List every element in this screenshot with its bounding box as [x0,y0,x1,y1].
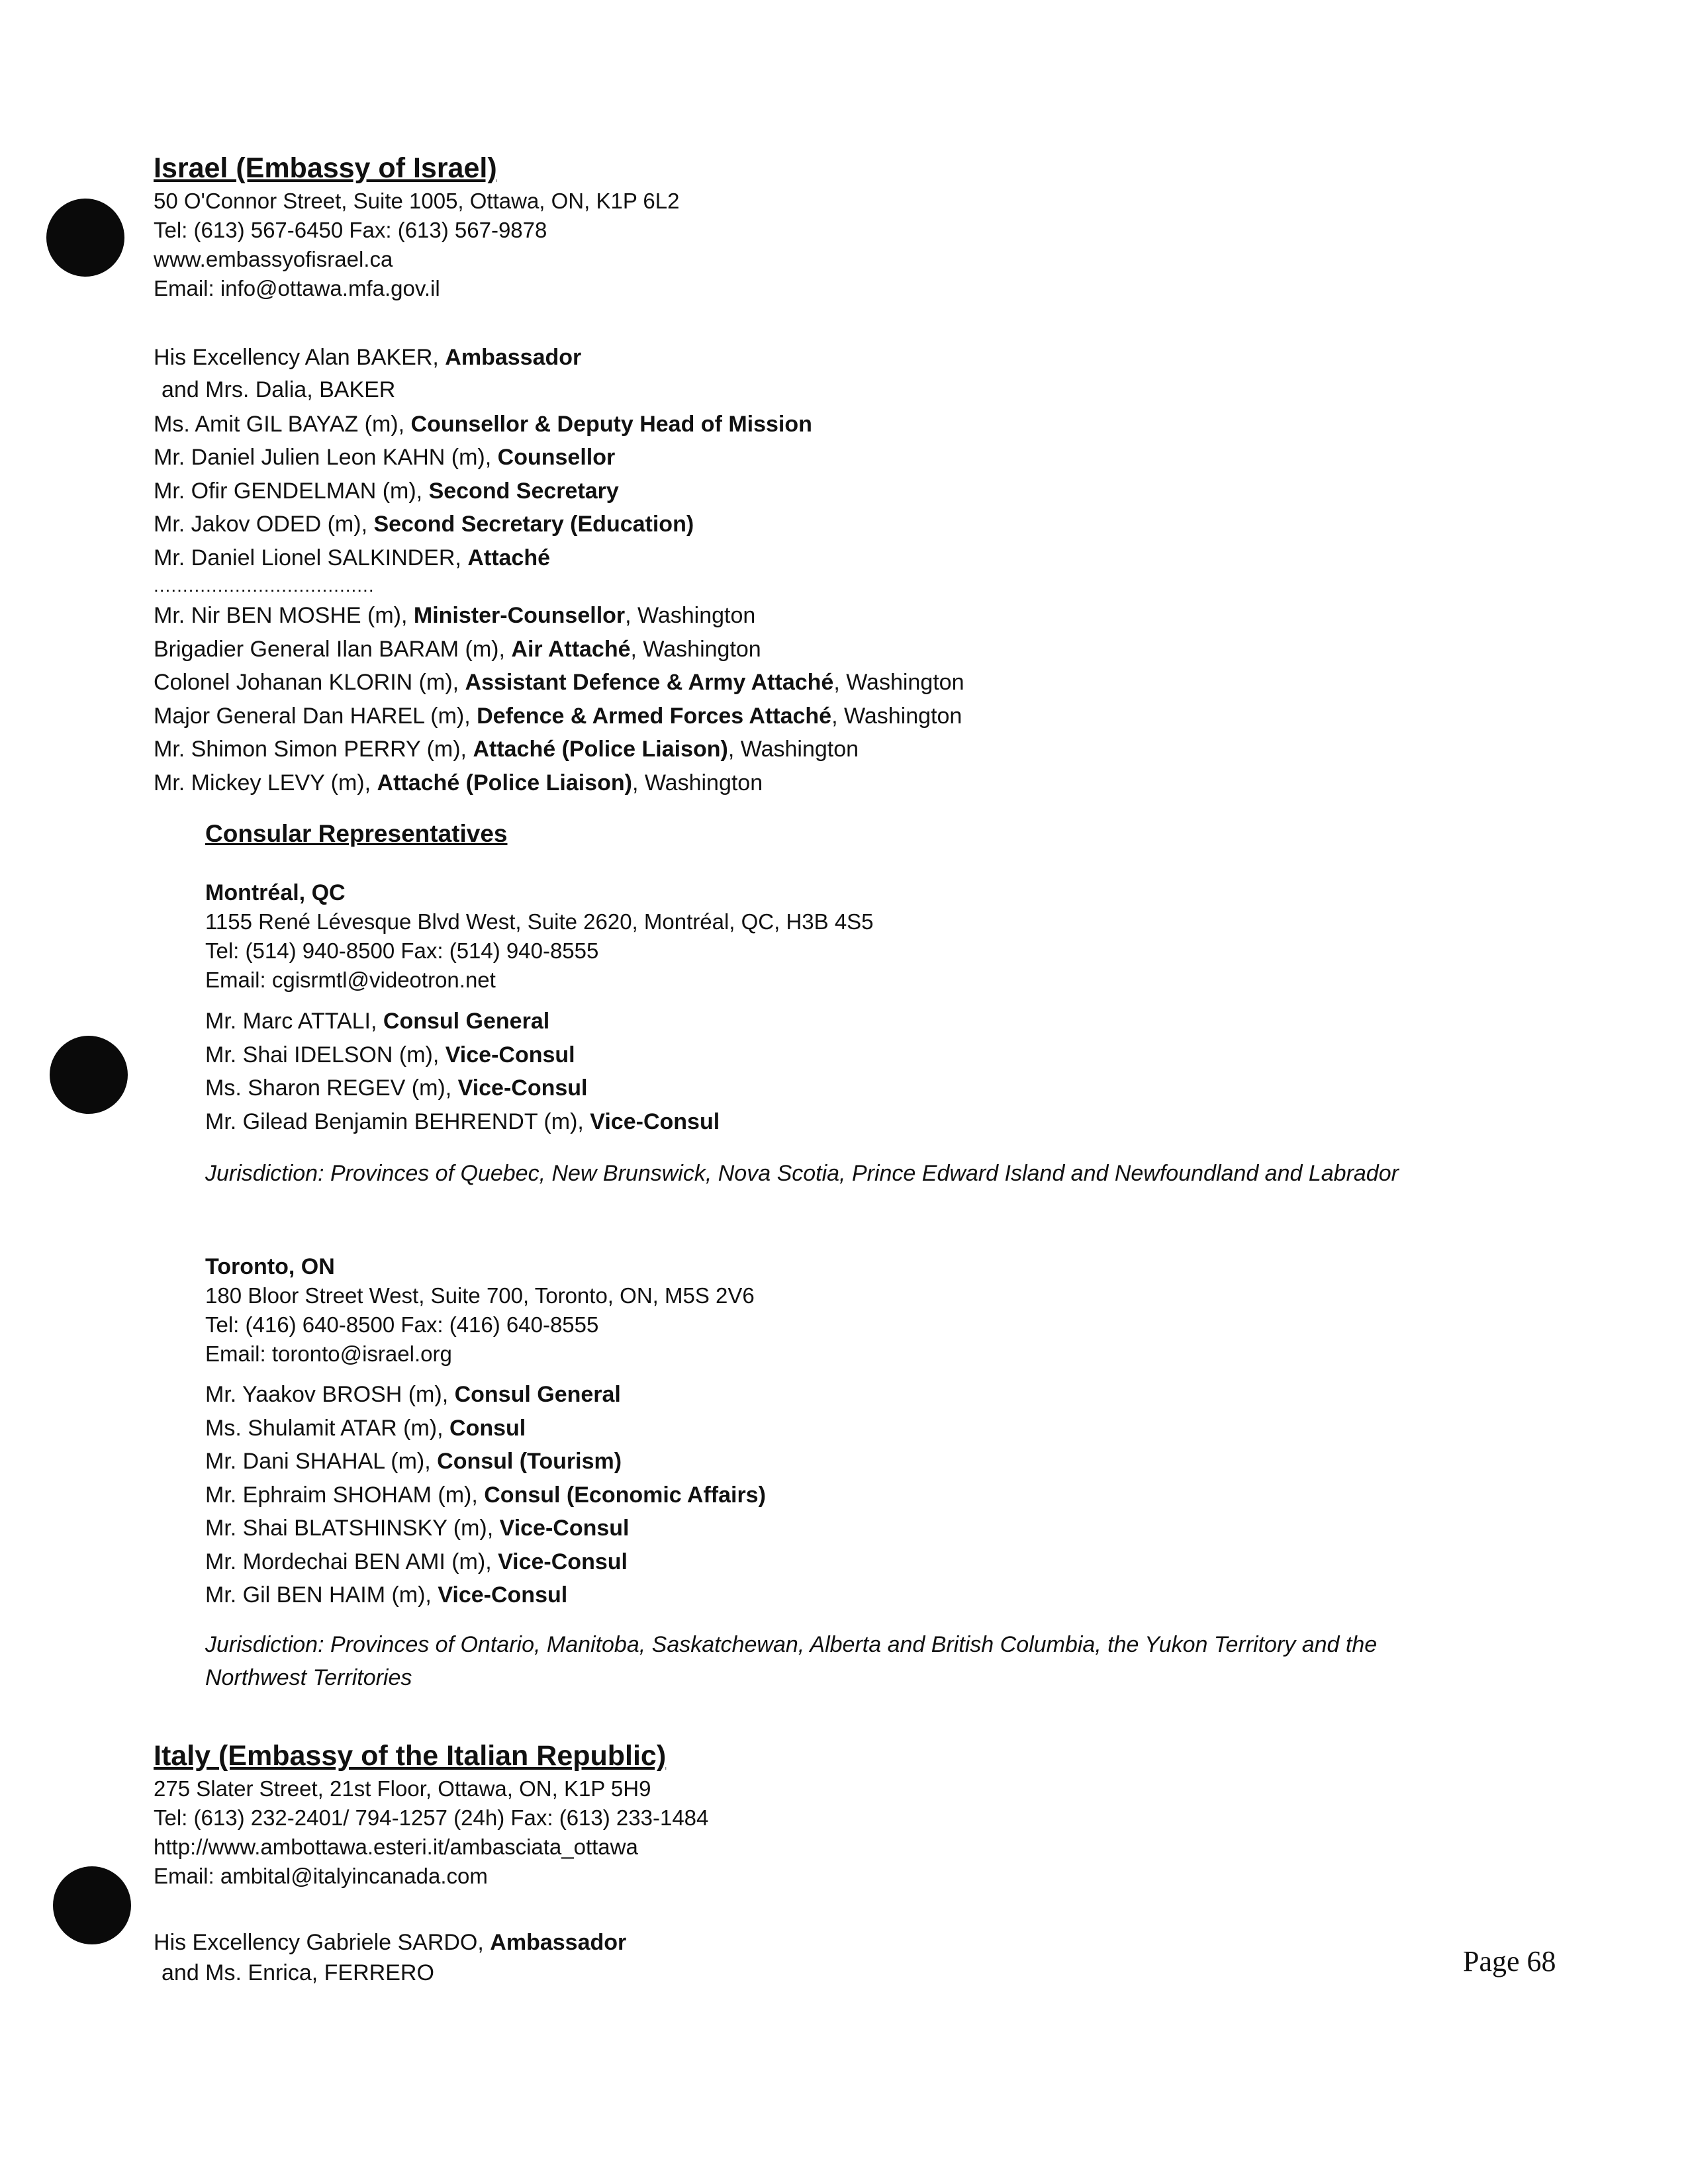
person-title: Second Secretary (Education) [373,512,694,537]
montreal-consulate-contact [205,878,1595,995]
italy-website[interactable]: http://www.ambottawa.esteri.it/ambasciata_ottawa [154,1835,638,1859]
toronto-consulate-contact [205,1252,1595,1369]
montreal-staff-list [205,1005,1595,1138]
person-title: Air Attaché [511,636,631,662]
staff-entry [154,541,1577,575]
person-name: His Excellency Alan BAKER, [154,345,445,370]
person-title: Counsellor & Deputy Head of Mission [410,411,812,437]
person-name: Mr. Dani SHAHAL (m), [205,1449,438,1474]
punch-hole-marker [50,1036,128,1114]
page-number: Page 68 [1463,1945,1556,1978]
person-title: Counsellor [497,445,616,470]
dotted-separator: ...................................... [154,575,375,596]
person-location: , Washington [833,670,964,695]
person-name: Ms. Sharon REGEV (m), [205,1075,458,1101]
person-title: Vice-Consul [457,1075,588,1101]
spouse-entry: and Mrs. Dalia, BAKER [162,377,396,402]
ambassador-entry [154,341,1577,375]
person-name: Mr. Ofir GENDELMAN (m), [154,478,429,504]
staff-entry [154,599,1577,633]
italy-embassy-contact [154,1737,1577,1891]
staff-entry [154,408,1577,441]
person-name: Mr. Gilead Benjamin BEHRENDT (m), [205,1109,590,1134]
consular-representatives-heading: Consular Representatives [205,820,508,847]
toronto-jurisdiction-line: Jurisdiction: Provinces of Ontario, Manitoba, Saskatchewan, Alberta and British Columbia, the Yukon Territory and the [205,1632,1378,1657]
toronto-jurisdiction-line: Northwest Territories [205,1665,412,1690]
person-name: Mr. Shai BLATSHINSKY (m), [205,1516,500,1541]
toronto-staff-list [205,1378,1595,1612]
israel-phone-fax: Tel: (613) 567-6450 Fax: (613) 567-9878 [154,218,547,242]
spouse-entry: and Ms. Enrica, FERRERO [162,1960,434,1985]
montreal-jurisdiction: Jurisdiction: Provinces of Quebec, New Brunswick, Nova Scotia, Prince Edward Island and Newfoundland and Labrador [205,1161,1399,1186]
person-title: Consul [449,1415,526,1441]
person-title: Defence & Armed Forces Attaché [477,703,832,729]
person-title: Attaché [467,545,551,570]
person-name: Mr. Marc ATTALI, [205,1009,383,1034]
person-location: , Washington [727,737,859,762]
staff-entry [205,1479,1595,1512]
staff-entry [205,1005,1595,1038]
staff-entry [205,1105,1595,1139]
israel-staff-list [154,341,1577,574]
person-location: , Washington [625,603,756,628]
staff-entry [154,441,1577,475]
toronto-jurisdiction [205,1628,1595,1694]
israel-embassy-heading: Israel (Embassy of Israel) [154,152,497,184]
person-name: Mr. Daniel Lionel SALKINDER, [154,545,468,570]
person-title: Ambassador [445,345,582,370]
italy-email[interactable]: Email: ambital@italyincanada.com [154,1864,488,1888]
person-location: , Washington [831,703,962,729]
israel-email[interactable]: Email: info@ottawa.mfa.gov.il [154,276,440,300]
staff-entry [154,700,1577,733]
toronto-phone-fax: Tel: (416) 640-8500 Fax: (416) 640-8555 [205,1312,599,1337]
toronto-address: 180 Bloor Street West, Suite 700, Toronto, ON, M5S 2V6 [205,1283,755,1308]
toronto-email[interactable]: Email: toronto@israel.org [205,1342,452,1366]
staff-entry [205,1512,1595,1545]
person-title: Vice-Consul [445,1042,575,1068]
italy-address: 275 Slater Street, 21st Floor, Ottawa, ON, K1P 5H9 [154,1776,651,1801]
staff-entry [154,633,1577,666]
person-title: Consul (Economic Affairs) [484,1482,766,1508]
ambassador-entry [154,1927,1577,1958]
person-title: Vice-Consul [590,1109,720,1134]
montreal-email[interactable]: Email: cgisrmtl@videotron.net [205,968,496,992]
montreal-address: 1155 René Lévesque Blvd West, Suite 2620, Montréal, QC, H3B 4S5 [205,909,874,934]
person-name: Colonel Johanan KLORIN (m), [154,670,465,695]
toronto-city-heading: Toronto, ON [205,1254,335,1279]
person-name: Mr. Jakov ODED (m), [154,512,374,537]
italy-embassy-heading: Italy (Embassy of the Italian Republic) [154,1740,667,1772]
punch-hole-marker [46,199,124,277]
person-name: Mr. Mickey LEVY (m), [154,770,377,796]
italy-phone-fax: Tel: (613) 232-2401/ 794-1257 (24h) Fax: (613) 233-1484 [154,1805,709,1830]
staff-entry [205,1378,1595,1412]
staff-entry [205,1071,1595,1105]
staff-entry [205,1038,1595,1072]
person-title: Consul General [454,1382,621,1407]
staff-entry [154,475,1577,508]
punch-hole-marker [53,1866,131,1944]
person-name: Mr. Daniel Julien Leon KAHN (m), [154,445,498,470]
person-name: Ms. Shulamit ATAR (m), [205,1415,450,1441]
person-name: Brigadier General Ilan BARAM (m), [154,636,512,662]
person-location: , Washington [630,636,761,662]
person-name: Major General Dan HAREL (m), [154,703,477,729]
israel-address: 50 O'Connor Street, Suite 1005, Ottawa, ON, K1P 6L2 [154,189,680,213]
staff-entry [205,1578,1595,1612]
italy-staff-list [154,1927,1577,1988]
person-name: Mr. Gil BEN HAIM (m), [205,1582,438,1608]
person-title: Vice-Consul [438,1582,568,1608]
staff-entry [205,1412,1595,1445]
person-name: Mr. Shai IDELSON (m), [205,1042,445,1068]
person-title: Vice-Consul [498,1549,628,1574]
person-name: Mr. Shimon Simon PERRY (m), [154,737,473,762]
israel-website[interactable]: www.embassyofisrael.ca [154,247,393,271]
person-location: , Washington [632,770,763,796]
staff-entry [205,1545,1595,1579]
person-title: Assistant Defence & Army Attaché [465,670,834,695]
staff-entry [154,766,1577,800]
person-name: Mr. Ephraim SHOHAM (m), [205,1482,485,1508]
person-title: Minister-Counsellor [413,603,626,628]
israel-embassy-contact [154,150,1577,303]
person-name: Mr. Yaakov BROSH (m), [205,1382,455,1407]
staff-entry [205,1445,1595,1479]
person-title: Vice-Consul [499,1516,630,1541]
person-name: Mr. Nir BEN MOSHE (m), [154,603,414,628]
person-title: Ambassador [490,1930,627,1955]
person-title: Attaché (Police Liaison) [377,770,632,796]
staff-entry [154,733,1577,766]
person-title: Second Secretary [428,478,619,504]
montreal-city-heading: Montréal, QC [205,880,346,905]
staff-entry [154,508,1577,541]
person-title: Consul General [383,1009,550,1034]
person-name: Mr. Mordechai BEN AMI (m), [205,1549,498,1574]
washington-staff-list [154,599,1577,799]
staff-entry [154,666,1577,700]
person-title: Attaché (Police Liaison) [473,737,728,762]
person-name: His Excellency Gabriele SARDO, [154,1930,491,1955]
montreal-phone-fax: Tel: (514) 940-8500 Fax: (514) 940-8555 [205,938,599,963]
person-title: Consul (Tourism) [437,1449,622,1474]
person-name: Ms. Amit GIL BAYAZ (m), [154,411,411,437]
